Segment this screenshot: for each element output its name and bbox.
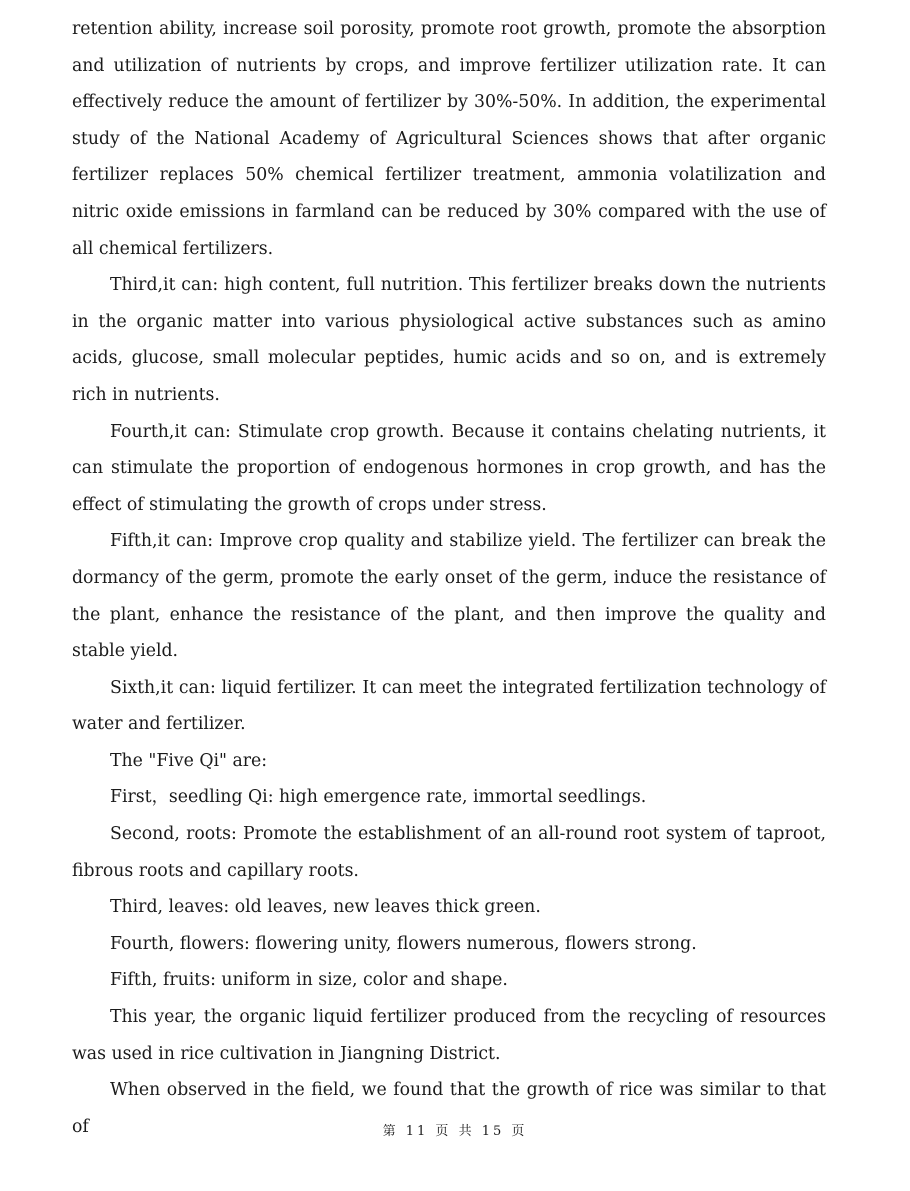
paragraph-fruits: Fifth, fruits: uniform in size, color and shape. <box>110 970 508 991</box>
paragraph-five-qi-heading: The "Five Qi" are: <box>110 750 268 771</box>
document-body <box>72 11 826 1145</box>
paragraph-fourth-benefit: Fourth,it can: Stimulate crop growth. Because it contains chelating nutrients, it can stimulate the proportion of endogenous hormones in crop growth, and has the effect of stimulating the growth of crops under stress. <box>72 421 826 515</box>
paragraph-flowers: Fourth, flowers: flowering unity, flowers numerous, flowers strong. <box>110 933 697 954</box>
paragraph-sixth-benefit: Sixth,it can: liquid fertilizer. It can meet the integrated fertilization technology of water and fertilizer. <box>72 677 826 735</box>
paragraph-continuation: retention ability, increase soil porosity, promote root growth, promote the absorption and utilization of nutrients by crops, and improve fertilizer utilization rate. It can effectively reduce the amount of fertilizer by 30%-50%. In addition, the experimental study of the National Academy of Agricultural Sciences shows that after organic fertilizer replaces 50% chemical fertilizer treatment, ammonia volatilization and nitric oxide emissions in farmland can be reduced by 30% compared with the use of all chemical fertilizers. <box>72 19 826 259</box>
paragraph-roots: Second, roots: Promote the establishment of an all-round root system of taproot, fibrous roots and capillary roots. <box>72 824 826 881</box>
paragraph-fifth-benefit: Fifth,it can: Improve crop quality and stabilize yield. The fertilizer can break the dormancy of the germ, promote the early onset of the germ, induce the resistance of the plant, enhance the resistance of the plant, and then improve the quality and stable yield. <box>72 531 826 662</box>
page-number-footer: 第 11 页 共 15 页 <box>382 1124 528 1139</box>
paragraph-leaves: Third, leaves: old leaves, new leaves thick green. <box>110 897 541 918</box>
paragraph-jiangning-usage: This year, the organic liquid fertilizer produced from the recycling of resources was used in rice cultivation in Jiangning District. <box>72 1007 826 1064</box>
paragraph-seedling-qi: First，seedling Qi: high emergence rate, immortal seedlings. <box>110 787 647 808</box>
paragraph-third-benefit: Third,it can: high content, full nutrition. This fertilizer breaks down the nutrients in the organic matter into various physiological active substances such as amino acids, glucose, small molecular peptides, humic acids and so on, and is extremely rich in nutrients. <box>72 275 826 405</box>
paragraph-field-observation: When observed in the field, we found that the growth of rice was similar to that of <box>72 1080 826 1137</box>
